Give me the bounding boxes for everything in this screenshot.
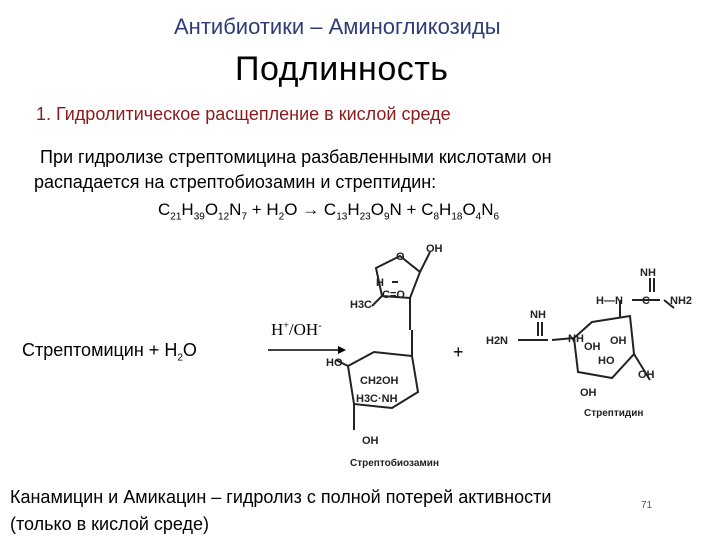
amino-label: NH2 (670, 295, 693, 307)
amino-label-2: H2N (486, 335, 509, 347)
page-number: 71 (641, 500, 653, 511)
molecular-equation: $C_{21}H_{39}O_{12}N_7 + H_2O \to C_{13}H_{23}O_9N + C_8H_{18}O_4N_6$ (158, 200, 500, 223)
streptidine-caption: Стрептидин (584, 408, 644, 419)
hydroxyl-label-5: OH (610, 335, 627, 347)
hydroxymethyl-label: CH2OH (360, 375, 399, 387)
reaction-conditions: H+/OH- (271, 320, 322, 339)
section-heading: 1. Гидролитическое расщепление в кислой среде (36, 104, 451, 124)
ring-oxygen-label: O (396, 251, 405, 263)
paragraph-line-2: распадается на стрептобиозамин и стрептидин: (34, 172, 437, 192)
methyl-label: H3C (350, 299, 373, 311)
streptidine-structure (518, 278, 674, 380)
hydroxyl-label-3: OH (362, 435, 379, 447)
aldehyde-label: C=O (382, 289, 405, 301)
carbon-label: C (642, 295, 650, 307)
hydroxyl-label-2: HO (326, 357, 343, 369)
hydroxyl-label-7: OH (638, 369, 655, 381)
paragraph-line-1: При гидролизе стрептомицина разбавленными кислотами он (40, 147, 552, 167)
plus-sign: + (453, 342, 464, 362)
slide-subtitle: Антибиотики – Аминогликозиды (174, 14, 501, 39)
hydrogen-label: H (376, 277, 384, 289)
amine-h-label: H—N (596, 295, 623, 307)
footer-line-1: Канамицин и Амикацин – гидролиз с полной потерей активности (10, 487, 552, 507)
hydroxyl-label-6: HO (598, 355, 615, 367)
imine-label-2: NH (530, 309, 546, 321)
reaction-arrow-head (338, 346, 346, 354)
methylamino-label: H3C·NH (356, 393, 398, 405)
hydroxyl-label-4: OH (584, 341, 601, 353)
imine-label-3: NH (568, 333, 584, 345)
hydroxyl-label-8: OH (580, 387, 597, 399)
reactant-text: Стрептомицин + $H_2O$ (22, 340, 197, 364)
footer-note (10, 484, 551, 538)
imine-label: NH (640, 267, 656, 279)
slide-title: Подлинность (235, 50, 449, 88)
footer-line-2: (только в кислой среде) (10, 514, 210, 534)
hydroxyl-label: OH (426, 243, 443, 255)
streptobiosamine-caption: Стрептобиозамин (350, 458, 439, 469)
